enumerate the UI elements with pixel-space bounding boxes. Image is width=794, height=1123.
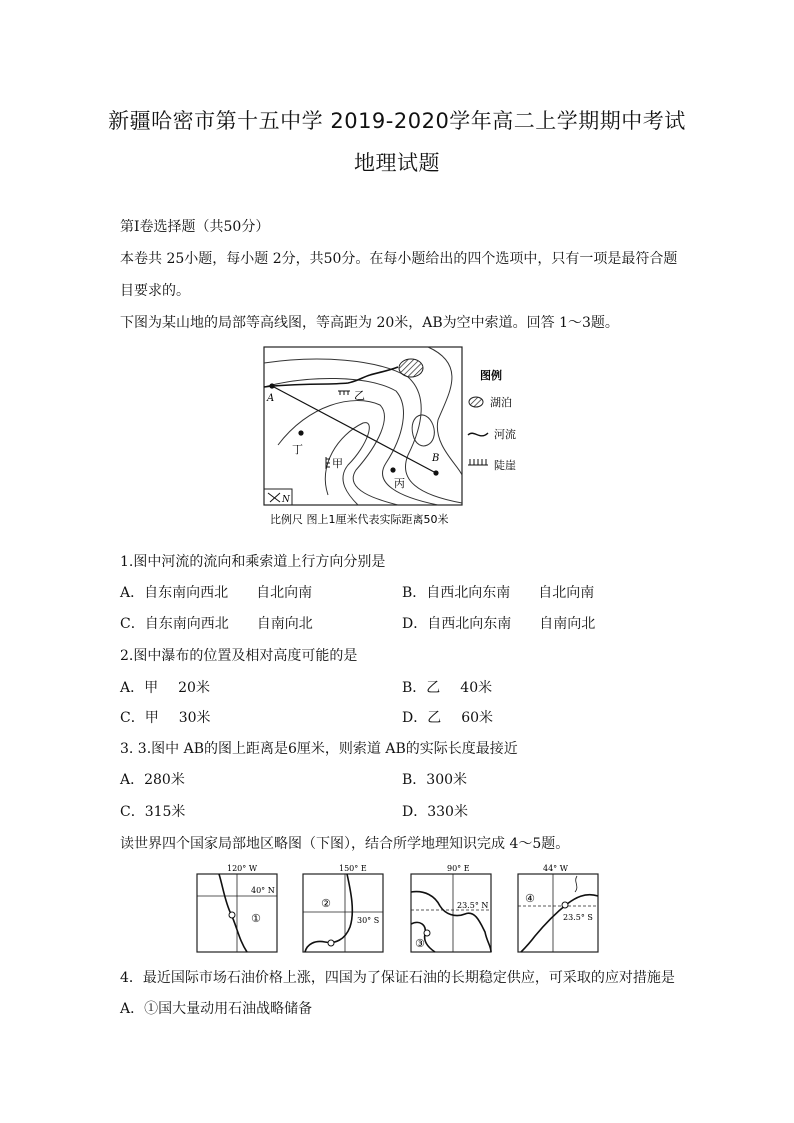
q1-option-c <box>120 613 313 633</box>
map3-number: ③ <box>415 937 425 950</box>
map-3 <box>411 864 491 952</box>
intro-questions-4-5: 读世界四个国家局部地区略图（下图），结合所学地理知识完成 4～5题。 <box>120 836 570 852</box>
q1-a-part1: A．自东南向西北 <box>120 585 229 601</box>
contour-map-figure <box>258 345 528 530</box>
question-2-stem: 2.图中瀑布的位置及相对高度可能的是 <box>120 648 358 664</box>
q1-option-b <box>402 582 594 602</box>
document-title: 新疆哈密市第十五中学 2019-2020学年高二上学期期中考试 <box>108 109 686 133</box>
question-3-stem: 3. 3.图中 AB的图上距离是6厘米，则索道 AB的实际长度最接近 <box>120 741 518 757</box>
q1-d-part1: D．自西北向东南 <box>402 616 512 632</box>
label-b: B <box>432 453 440 464</box>
point-bing-dot <box>390 467 395 472</box>
q2-option-a <box>120 677 210 697</box>
question-4-stem: 4．最近国际市场石油价格上涨，四国为了保证石油的长期稳定供应，可采取的应对措施是 <box>120 970 675 986</box>
q1-a-part2: 自北向南 <box>256 585 313 601</box>
q2-d-part2: 60米 <box>461 710 494 726</box>
four-country-maps-figure <box>195 862 600 956</box>
map4-lon-label: 44° W <box>543 864 568 873</box>
q1-c-part1: C．自东南向西北 <box>120 616 229 632</box>
lake-symbol <box>399 359 423 377</box>
map1-lon-label: 120° W <box>227 864 258 873</box>
point-ding-dot <box>298 430 303 435</box>
document-subtitle: 地理试题 <box>354 151 440 175</box>
map-frame <box>264 347 462 505</box>
q1-b-part2: 自北向南 <box>538 585 595 601</box>
q2-option-b <box>402 677 492 697</box>
map-1 <box>197 864 277 952</box>
legend-lake-icon <box>469 397 483 407</box>
map4-lat-label: 23.5° S <box>563 913 593 922</box>
map-4 <box>518 864 598 952</box>
contour-closed <box>412 415 434 446</box>
question-1-stem: 1.图中河流的流向和乘索道上行方向分别是 <box>120 554 386 570</box>
q2-a-part2: 20米 <box>178 680 210 696</box>
q4-option-a: A．①国大量动用石油战略储备 <box>120 1001 313 1017</box>
q2-option-d <box>402 707 493 727</box>
q1-b-part1: B．自西北向东南 <box>402 585 511 601</box>
map2-lon-label: 150° E <box>339 864 367 873</box>
q1-option-a <box>120 582 312 602</box>
q3-option-d: D．330米 <box>402 804 468 820</box>
q2-b-part2: 40米 <box>460 680 493 696</box>
legend-lake-label: 湖泊 <box>490 396 512 409</box>
label-yi: 乙 <box>354 389 365 402</box>
map-2 <box>303 864 383 952</box>
q2-option-c <box>120 707 211 727</box>
q1-option-d <box>402 613 595 633</box>
map2-number: ② <box>321 897 331 910</box>
cliff-yi <box>338 391 350 395</box>
instruction-line-1: 本卷共 25小题，每小题 2分，共50分。在每小题给出的四个选项中，只有一项是最符合题 <box>120 251 678 267</box>
q3-option-b: B．300米 <box>402 772 468 788</box>
point-a-dot <box>269 383 274 388</box>
section-heading: 第Ⅰ卷选择题（共50分） <box>120 219 270 235</box>
scale-caption: 比例尺 图上1厘米代表实际距离50米 <box>270 513 449 526</box>
intro-questions-1-3: 下图为某山地的局部等高线图，等高距为 20米，AB为空中索道。回答 1～3题。 <box>120 315 619 331</box>
legend-river-label: 河流 <box>494 428 516 441</box>
label-a: A <box>267 393 275 404</box>
q2-b-part1: B．乙 <box>402 680 441 696</box>
q2-c-part2: 30米 <box>178 710 211 726</box>
legend-cliff-label: 陡崖 <box>494 459 516 472</box>
q2-d-part1: D．乙 <box>402 710 442 726</box>
legend-cliff-icon <box>468 459 488 465</box>
cliff-jia <box>326 457 330 469</box>
label-ding: 丁 <box>292 443 303 456</box>
q3-option-c: C．315米 <box>120 804 186 820</box>
label-bing: 丙 <box>394 477 405 490</box>
map3-lat-label: 23.5° N <box>457 901 489 910</box>
instruction-line-2: 目要求的。 <box>120 283 190 299</box>
q3-option-a: A．280米 <box>120 772 185 788</box>
map1-lat-label: 40° N <box>251 886 275 895</box>
map2-lat-label: 30° S <box>357 916 380 925</box>
q1-d-part2: 自南向北 <box>539 616 596 632</box>
q1-c-part2: 自南向北 <box>256 616 313 632</box>
legend-title: 图例 <box>480 369 502 382</box>
point-b-dot <box>433 470 438 475</box>
legend-river-icon <box>468 433 488 436</box>
label-jia: 甲 <box>332 457 343 470</box>
q2-c-part1: C．甲 <box>120 710 159 726</box>
map1-number: ① <box>251 912 261 925</box>
north-label: N <box>282 495 290 505</box>
map3-lon-label: 90° E <box>447 864 470 873</box>
map4-number: ④ <box>525 892 535 905</box>
contour-line <box>264 378 438 505</box>
q2-a-part1: A．甲 <box>120 680 159 696</box>
